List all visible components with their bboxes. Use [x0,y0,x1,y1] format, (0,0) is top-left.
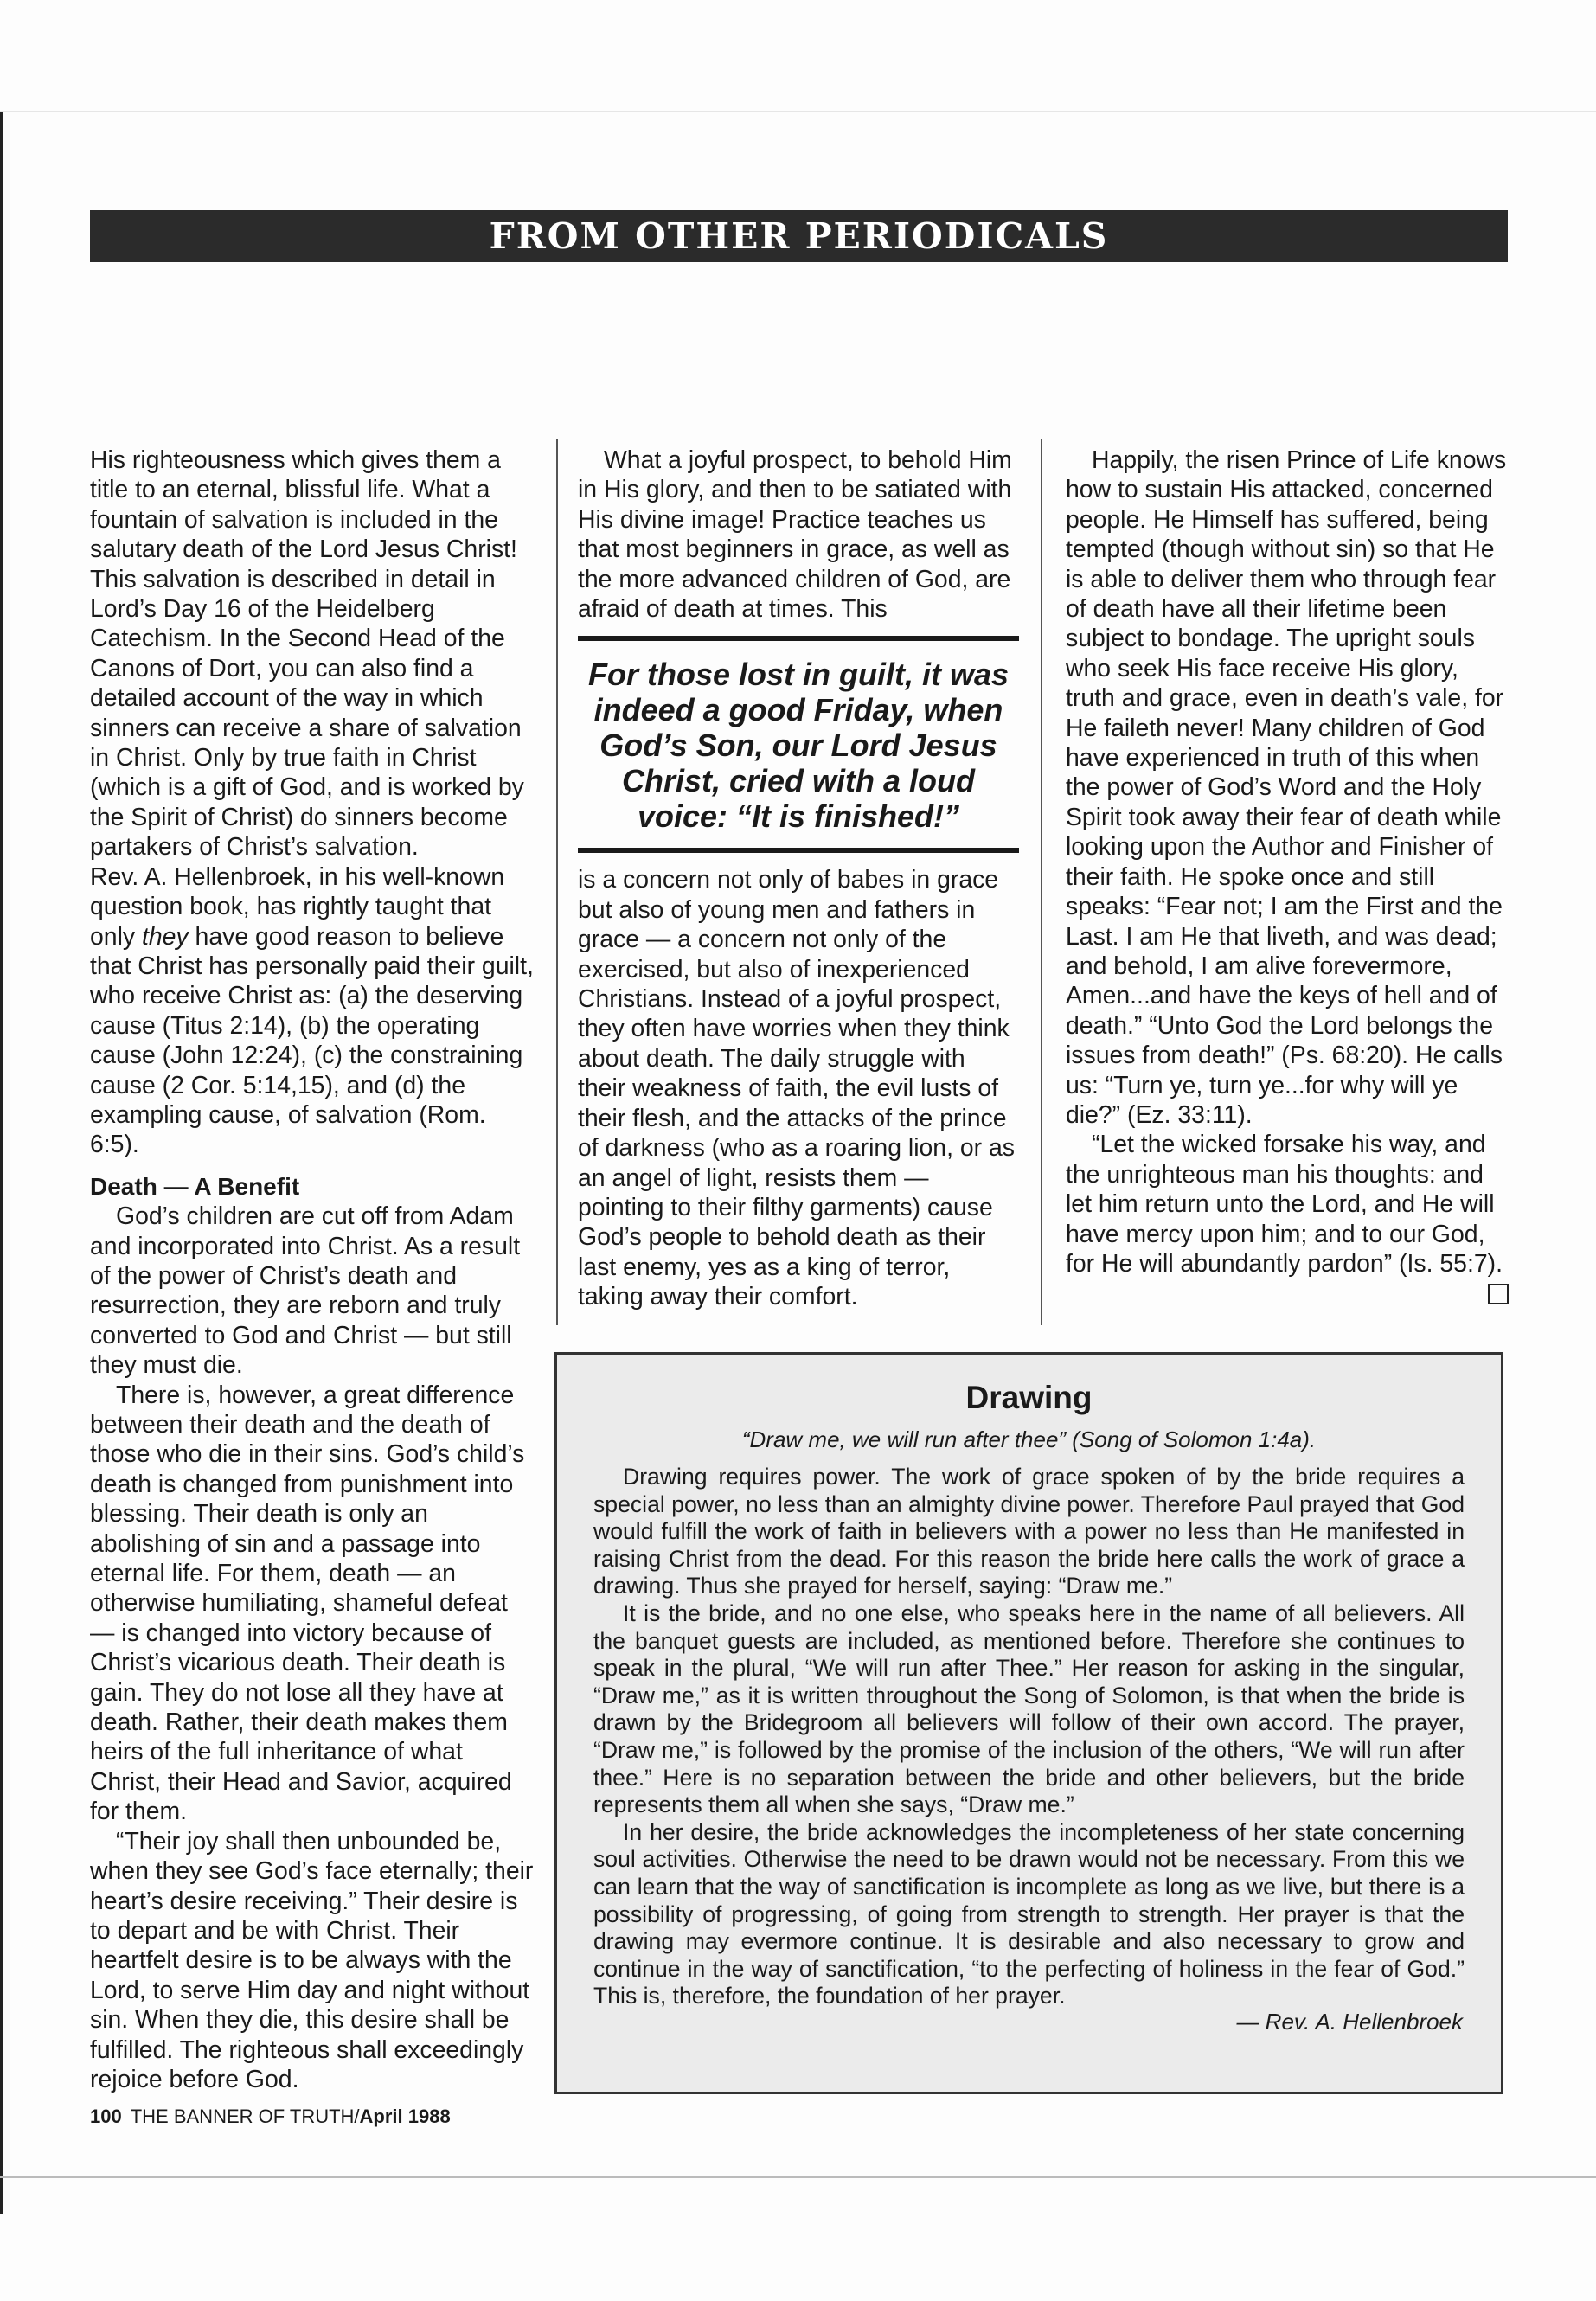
sidebar-verse: “Draw me, we will run after thee” (Song of Solomon 1:4a). [741,1426,1317,1452]
paragraph: God’s children are cut off from Adam and incorporated into Christ. As a result of the power of Christ’s death and resurrection, they are reborn and truly converted to God and Christ — but still they must die. [90,1202,521,1380]
paragraph: In her desire, the bride acknowledges the incompleteness of her state concerning soul activities. Otherwise the need to be drawn would not be necessary. From this we can learn that the way of sanctification is incomplete as long as we live, but there is a possibility of progressing, of going from strength to strength. Her prayer is that the drawing may evermore continue. It is desirable and also necessary to grow and continue in the way of sanctification, “to the perfecting of holiness in the fear of God.” This is, therefore, the foundation of her prayer. [593,1818,1465,2009]
emphasis: they [141,922,189,951]
column-3 [1066,445,1509,1304]
sidebar-title: Drawing [965,1380,1093,1415]
paragraph: There is, however, a great difference between their death and the death of those who die in their sins. God’s child’s death is changed from punishment into blessing. Their death is only an abolishing of sin and a passage into eternal life. For them, death — an otherwise humiliating, shameful defeat — is changed into victory because of Christ’s vicarious death. Their death is gain. They do not lose all they have at death. Rather, their death makes them heirs of the full inheritance of what Christ, their Head and Savior, acquired for them. [90,1381,525,1826]
page-number: 100 [90,2106,122,2127]
page-footer [90,2106,451,2128]
column-divider [556,439,558,1325]
paragraph: Drawing requires power. The work of grace spoken of by the bride requires a special power, no less than an almighty divine power. Therefore Paul prayed that God would fulfill the work of faith in believers with a power no less than He manifested in raising Christ from the dead. For this reason the bride here calls the work of grace a drawing. Thus she prayed for herself, saying: “Draw me.” [593,1464,1465,1599]
paragraph [1066,1130,1509,1279]
paragraph: Happily, the risen Prince of Life knows how to sustain His attacked, concerned people. He Himself has suffered, being tempted (though without sin) so that He is able to deliver them who through fear of death have all their lifetime been subject to bondage. The upright souls who seek His face receive His glory, truth and grace, even in death’s vale, for He faileth never! Many children of God have experienced in truth of this when the power of God’s Word and the Holy Spirit took away their fear of death while looking upon the Author and Finisher of their faith. He spoke once and still speaks: “Fear not; I am the First and the Last. I am He that liveth, and was dead; and behold, I am alive forevermore, Amen...and have the keys of hell and of death.” “Unto God the Lord belongs the issues from death!” (Ps. 68:20). He calls us: “Turn ye, turn ye...for why will ye die?” (Ez. 33:11). [1066,446,1507,1129]
subheading: Death — A Benefit [90,1172,300,1200]
scan-edge-top [0,111,1596,112]
paragraph: It is the bride, and no one else, who speaks here in the name of all believers. All the banquet guests are included, as mentioned before. Therefore she continues to speak in the plural, “We will run after Thee.” Her reason for asking in the singular, “Draw me,” as it is written throughout the Song of Solomon, is that when the bride is drawn by the Bridegroom all believers will follow of their own accord. The prayer, “Draw me,” is followed by the promise of the inclusion of the others, “We will run after thee.” Here is no separation between the bride and other believers, but the bride represents them all when she says, “Draw me.” [593,1599,1465,1818]
text-run: “Let the wicked forsake his way, and the unrighteous man his thoughts: and let him return unto the Lord, and He will have mercy upon him; and to our God, for He will abundantly pardon” (Is. 55:7). [1066,1131,1503,1278]
paragraph: His righteousness which gives them a title to an eternal, blissful life. What a fountain of salvation is included in the salutary death of the Lord Jesus Christ! This salvation is described in detail in Lord’s Day 16 of the Heidelberg Catechism. In the Second Head of the Canons of Dort, you can also find a detailed account of the way in which sinners can receive a share of salvation in Christ. Only by true faith in Christ (which is a gift of God, and is worked by the Spirit of Christ) do sinners become partakers of Christ’s salvation. [90,446,524,862]
scan-edge [0,111,3,2214]
pullquote: For those lost in guilt, it was indeed a good Friday, when God’s Son, our Lord Jesus Christ, cried with a loud voice: “It is finished!” [587,657,1010,835]
column-1 [90,445,536,2094]
column-2 [578,445,1019,1312]
end-mark-icon [1488,1284,1509,1304]
text-run: Rev. A. Hellenbroek, in his well-known question book, has rightly taught that only [90,862,505,951]
paragraph [90,862,536,1160]
sidebar-box [554,1352,1503,2094]
column-divider [1041,439,1042,1325]
text-run: have good reason to believe that Christ has personally paid their guilt, who receive Christ as: (a) the deserving cause (Titus 2:14), (b) the operating cause (John 12:24), (c) the constraining cause (2 Cor. 5:14,15), and (d) the exampling cause, of salvation (Rom. 6:5). [90,922,534,1159]
publication-name: THE BANNER OF TRUTH/ [130,2106,360,2127]
bottom-edge [0,2176,1596,2178]
issue-date: April 1988 [359,2106,451,2127]
paragraph: What a joyful prospect, to behold Him in His glory, and then to be satiated with His divine image! Practice teaches us that most beginners in grace, as well as the more advanced children of God, are afraid of death at times. This [578,446,1012,624]
author-signature: — Rev. A. Hellenbroek [1236,2008,1463,2035]
pullquote-rule-bottom [578,848,1019,853]
section-title: FROM OTHER PERIODICALS [489,215,1109,257]
section-banner [90,210,1508,262]
pullquote-rule-top [578,636,1019,641]
paragraph: is a concern not only of babes in grace but also of young men and fathers in grace — a concern not only of the exercised, but also of inexperienced Christians. Instead of a joyful prospect, they often have worries when they think about death. The daily struggle with their weakness of faith, the evil lusts of their flesh, and the attacks of the prince of darkness (who as a roaring lion, or as an angel of light, resists them — pointing to their filthy garments) cause God’s people to behold death as their last enemy, yes as a king of terror, taking away their comfort. [578,866,1015,1311]
paragraph: “Their joy shall then unbounded be, when they see God’s face eternally; their heart’s desire receiving.” Their desire is to depart and be with Christ. Their heartfelt desire is to be always with the Lord, to serve Him day and night without sin. When they die, this desire shall be fulfilled. The righteous shall exceedingly rejoice before God. [90,1827,534,2093]
